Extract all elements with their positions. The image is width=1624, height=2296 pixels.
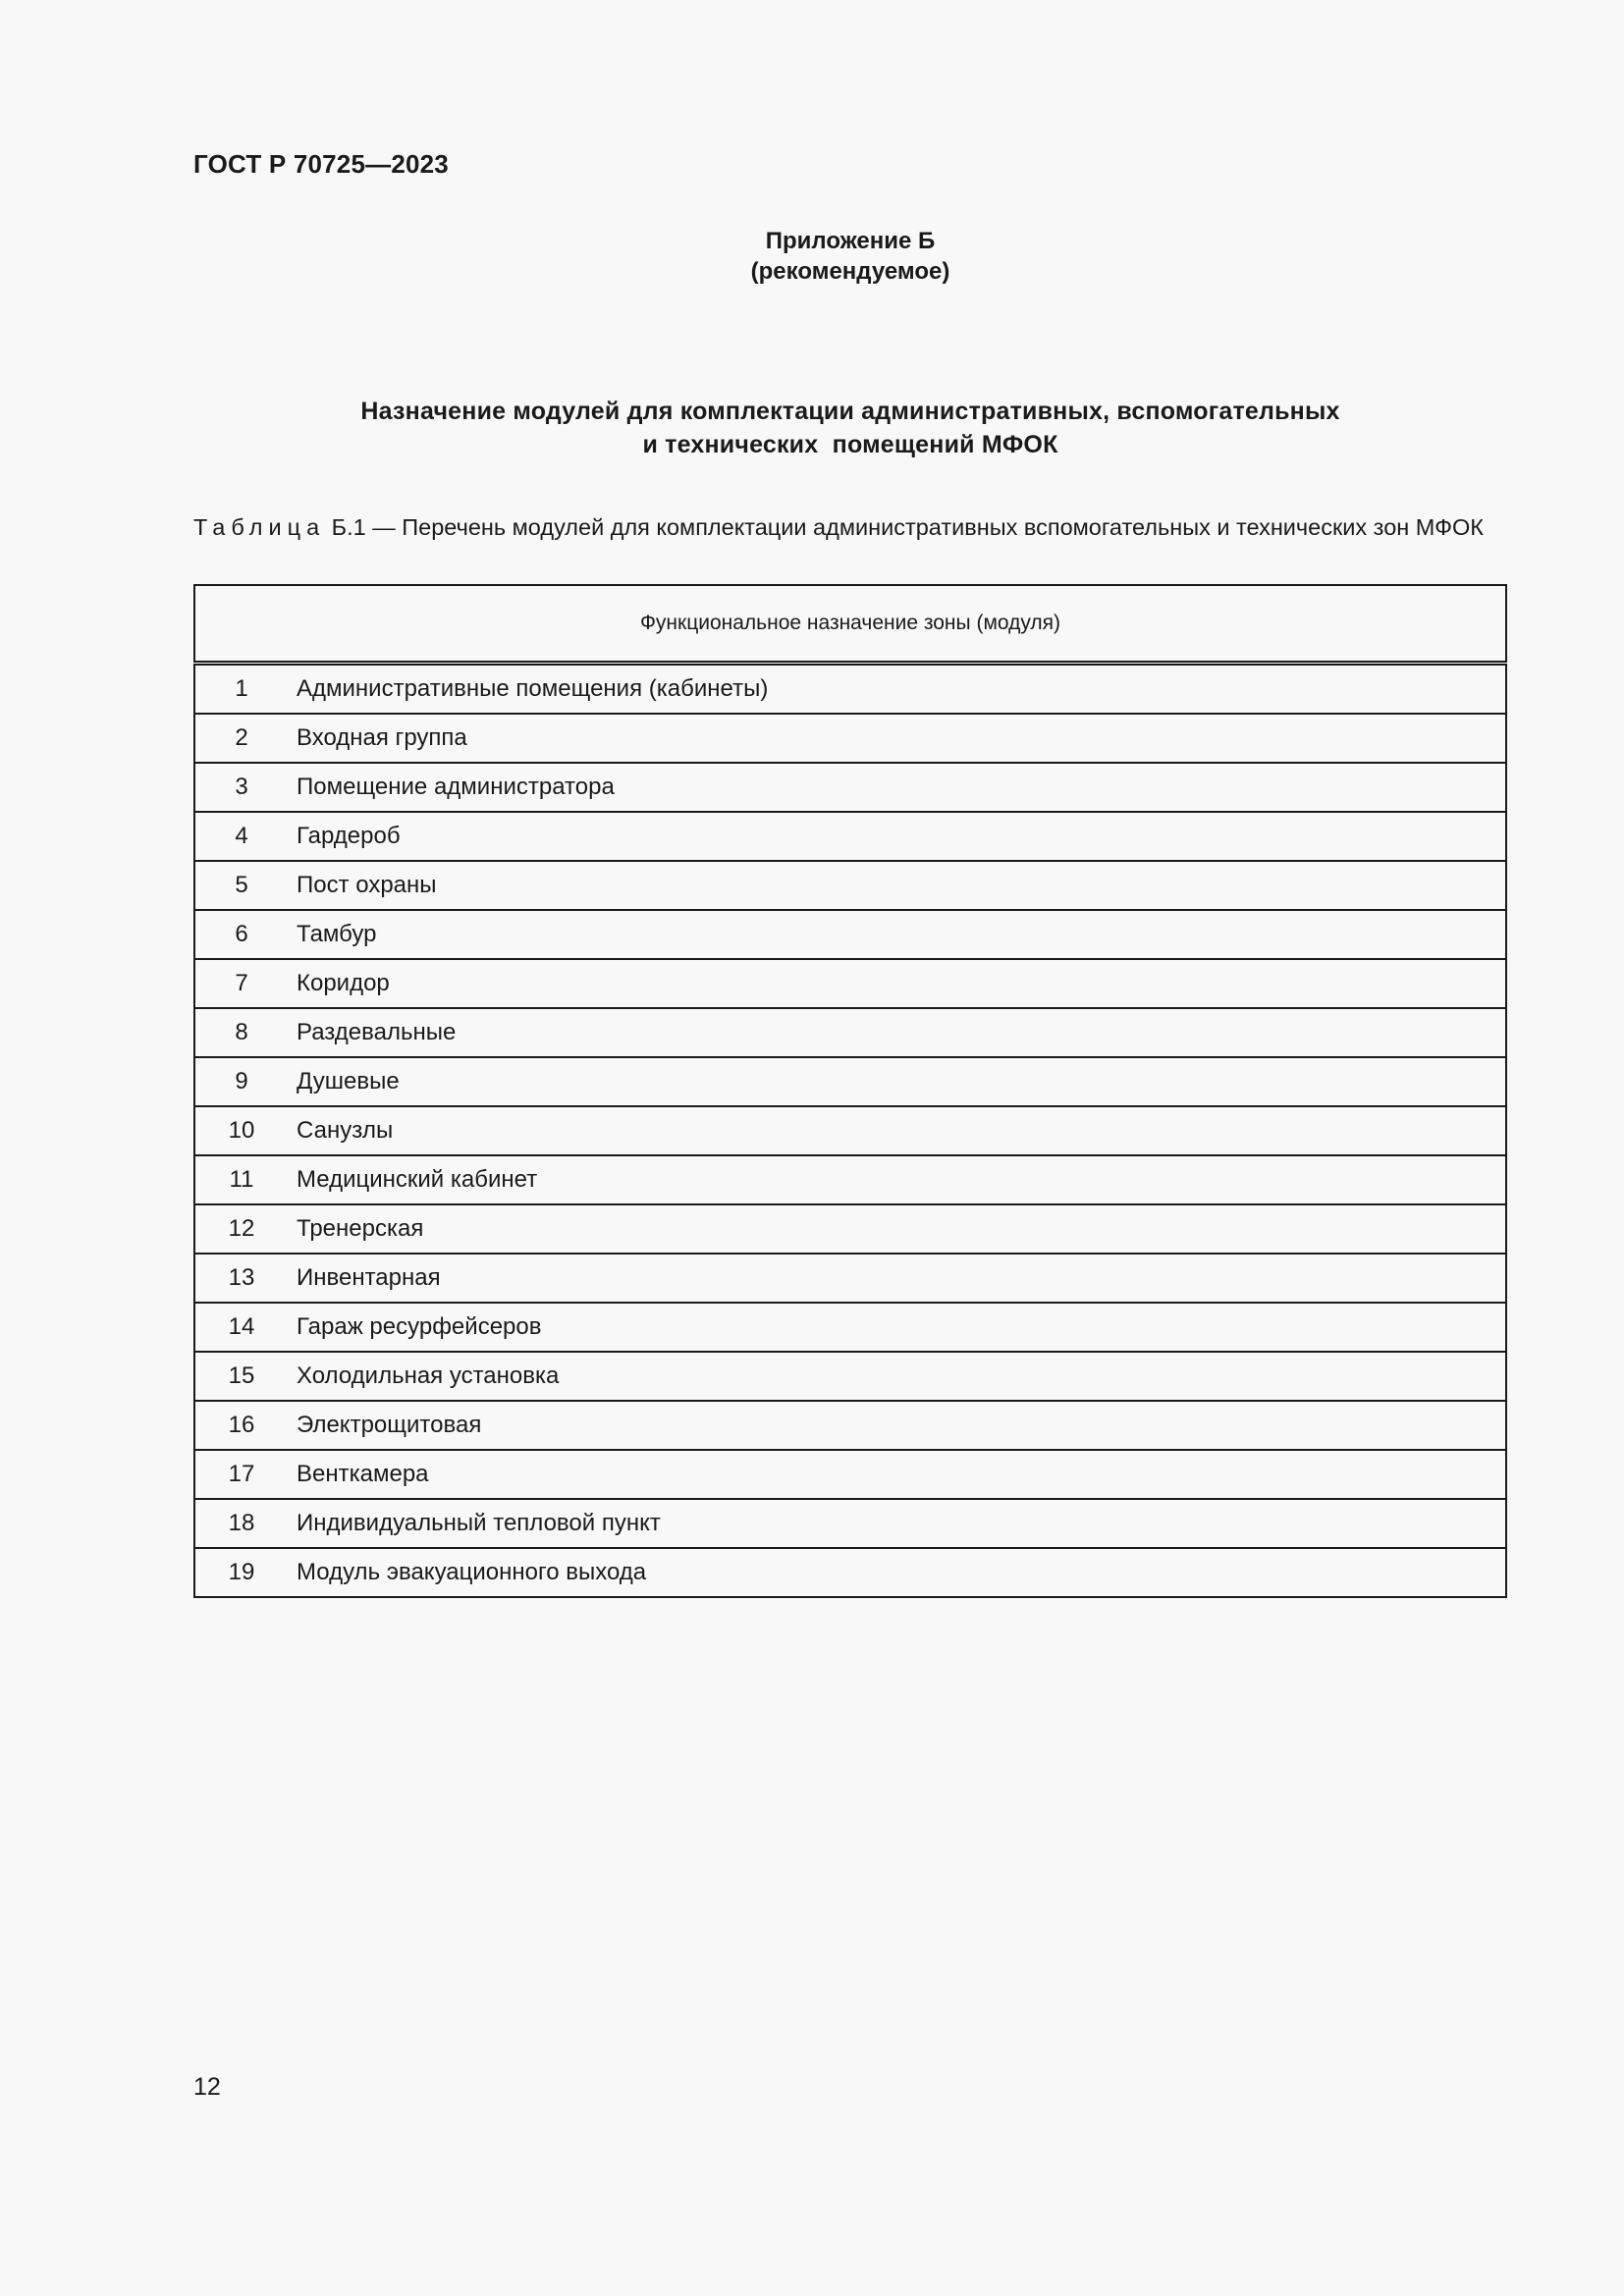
row-module-name: Входная группа	[288, 714, 1506, 763]
appendix-heading	[193, 226, 1507, 287]
table-header-cell: Функциональное назначение зоны (модуля)	[194, 585, 1506, 664]
table-row	[194, 959, 1506, 1008]
row-module-name: Холодильная установка	[288, 1352, 1506, 1401]
row-number: 1	[235, 675, 248, 702]
table-row	[194, 1008, 1506, 1057]
row-module-name: Помещение администратора	[288, 763, 1506, 812]
row-number: 19	[194, 1548, 288, 1597]
table-caption	[193, 512, 1507, 543]
table-row	[194, 910, 1506, 959]
row-module-name: Индивидуальный тепловой пункт	[288, 1499, 1506, 1548]
row-number: 6	[194, 910, 288, 959]
appendix-status: (рекомендуемое)	[750, 258, 950, 285]
row-number: 11	[194, 1155, 288, 1204]
row-number: 3	[194, 763, 288, 812]
row-number: 18	[194, 1499, 288, 1548]
page-number: 12	[193, 2073, 221, 2101]
appendix-title: Приложение Б	[765, 228, 936, 254]
section-title-line-1: Назначение модулей для комплектации административных, вспомогательных	[360, 398, 1340, 425]
row-module-name: Тренерская	[288, 1204, 1506, 1254]
modules-table	[193, 584, 1507, 1598]
table-row	[194, 714, 1506, 763]
row-number: 15	[194, 1352, 288, 1401]
document-code: ГОСТ Р 70725—2023	[193, 149, 449, 179]
row-module-name: Раздевальные	[288, 1008, 1506, 1057]
table-header-row	[194, 585, 1506, 664]
row-module-name: Медицинский кабинет	[288, 1155, 1506, 1204]
row-number: 12	[194, 1204, 288, 1254]
section-title	[193, 395, 1507, 461]
row-number: 10	[194, 1106, 288, 1155]
table-row	[194, 861, 1506, 910]
row-module-name: Электрощитовая	[288, 1401, 1506, 1450]
row-number: 13	[194, 1254, 288, 1303]
table-row	[194, 664, 1506, 715]
table-row	[194, 1057, 1506, 1106]
table-row	[194, 1352, 1506, 1401]
table-row	[194, 763, 1506, 812]
row-number: 14	[194, 1303, 288, 1352]
table-row	[194, 812, 1506, 861]
table-body	[194, 664, 1506, 1598]
row-module-name: Тамбур	[288, 910, 1506, 959]
section-title-line-2: и технических помещений МФОК	[642, 431, 1058, 458]
row-module-name: Коридор	[288, 959, 1506, 1008]
row-module-name: Гараж ресурфейсеров	[288, 1303, 1506, 1352]
table-row	[194, 1303, 1506, 1352]
row-number: 9	[194, 1057, 288, 1106]
table-row	[194, 1254, 1506, 1303]
row-module-name: Душевые	[288, 1057, 1506, 1106]
row-number: 7	[194, 959, 288, 1008]
table-caption-label: Таблица	[193, 514, 326, 540]
row-module-name: Пост охраны	[288, 861, 1506, 910]
row-module-name: Инвентарная	[288, 1254, 1506, 1303]
table-row	[194, 1450, 1506, 1499]
table-row	[194, 1204, 1506, 1254]
row-number: 4	[194, 812, 288, 861]
table-row	[194, 1548, 1506, 1597]
table-row	[194, 1499, 1506, 1548]
row-module-name: Гардероб	[288, 812, 1506, 861]
table-row	[194, 1401, 1506, 1450]
row-module-name: Санузлы	[288, 1106, 1506, 1155]
row-module-name: Административные помещения (кабинеты)	[297, 675, 769, 702]
table-caption-text: Б.1 — Перечень модулей для комплектации административных вспомогательных и технических зон МФОК	[325, 514, 1484, 540]
row-number: 2	[194, 714, 288, 763]
row-module-name: Модуль эвакуационного выхода	[288, 1548, 1506, 1597]
row-number: 5	[194, 861, 288, 910]
row-number: 17	[194, 1450, 288, 1499]
row-number: 16	[194, 1401, 288, 1450]
table-row	[194, 1106, 1506, 1155]
table-row	[194, 1155, 1506, 1204]
row-module-name: Венткамера	[288, 1450, 1506, 1499]
row-number: 8	[194, 1008, 288, 1057]
